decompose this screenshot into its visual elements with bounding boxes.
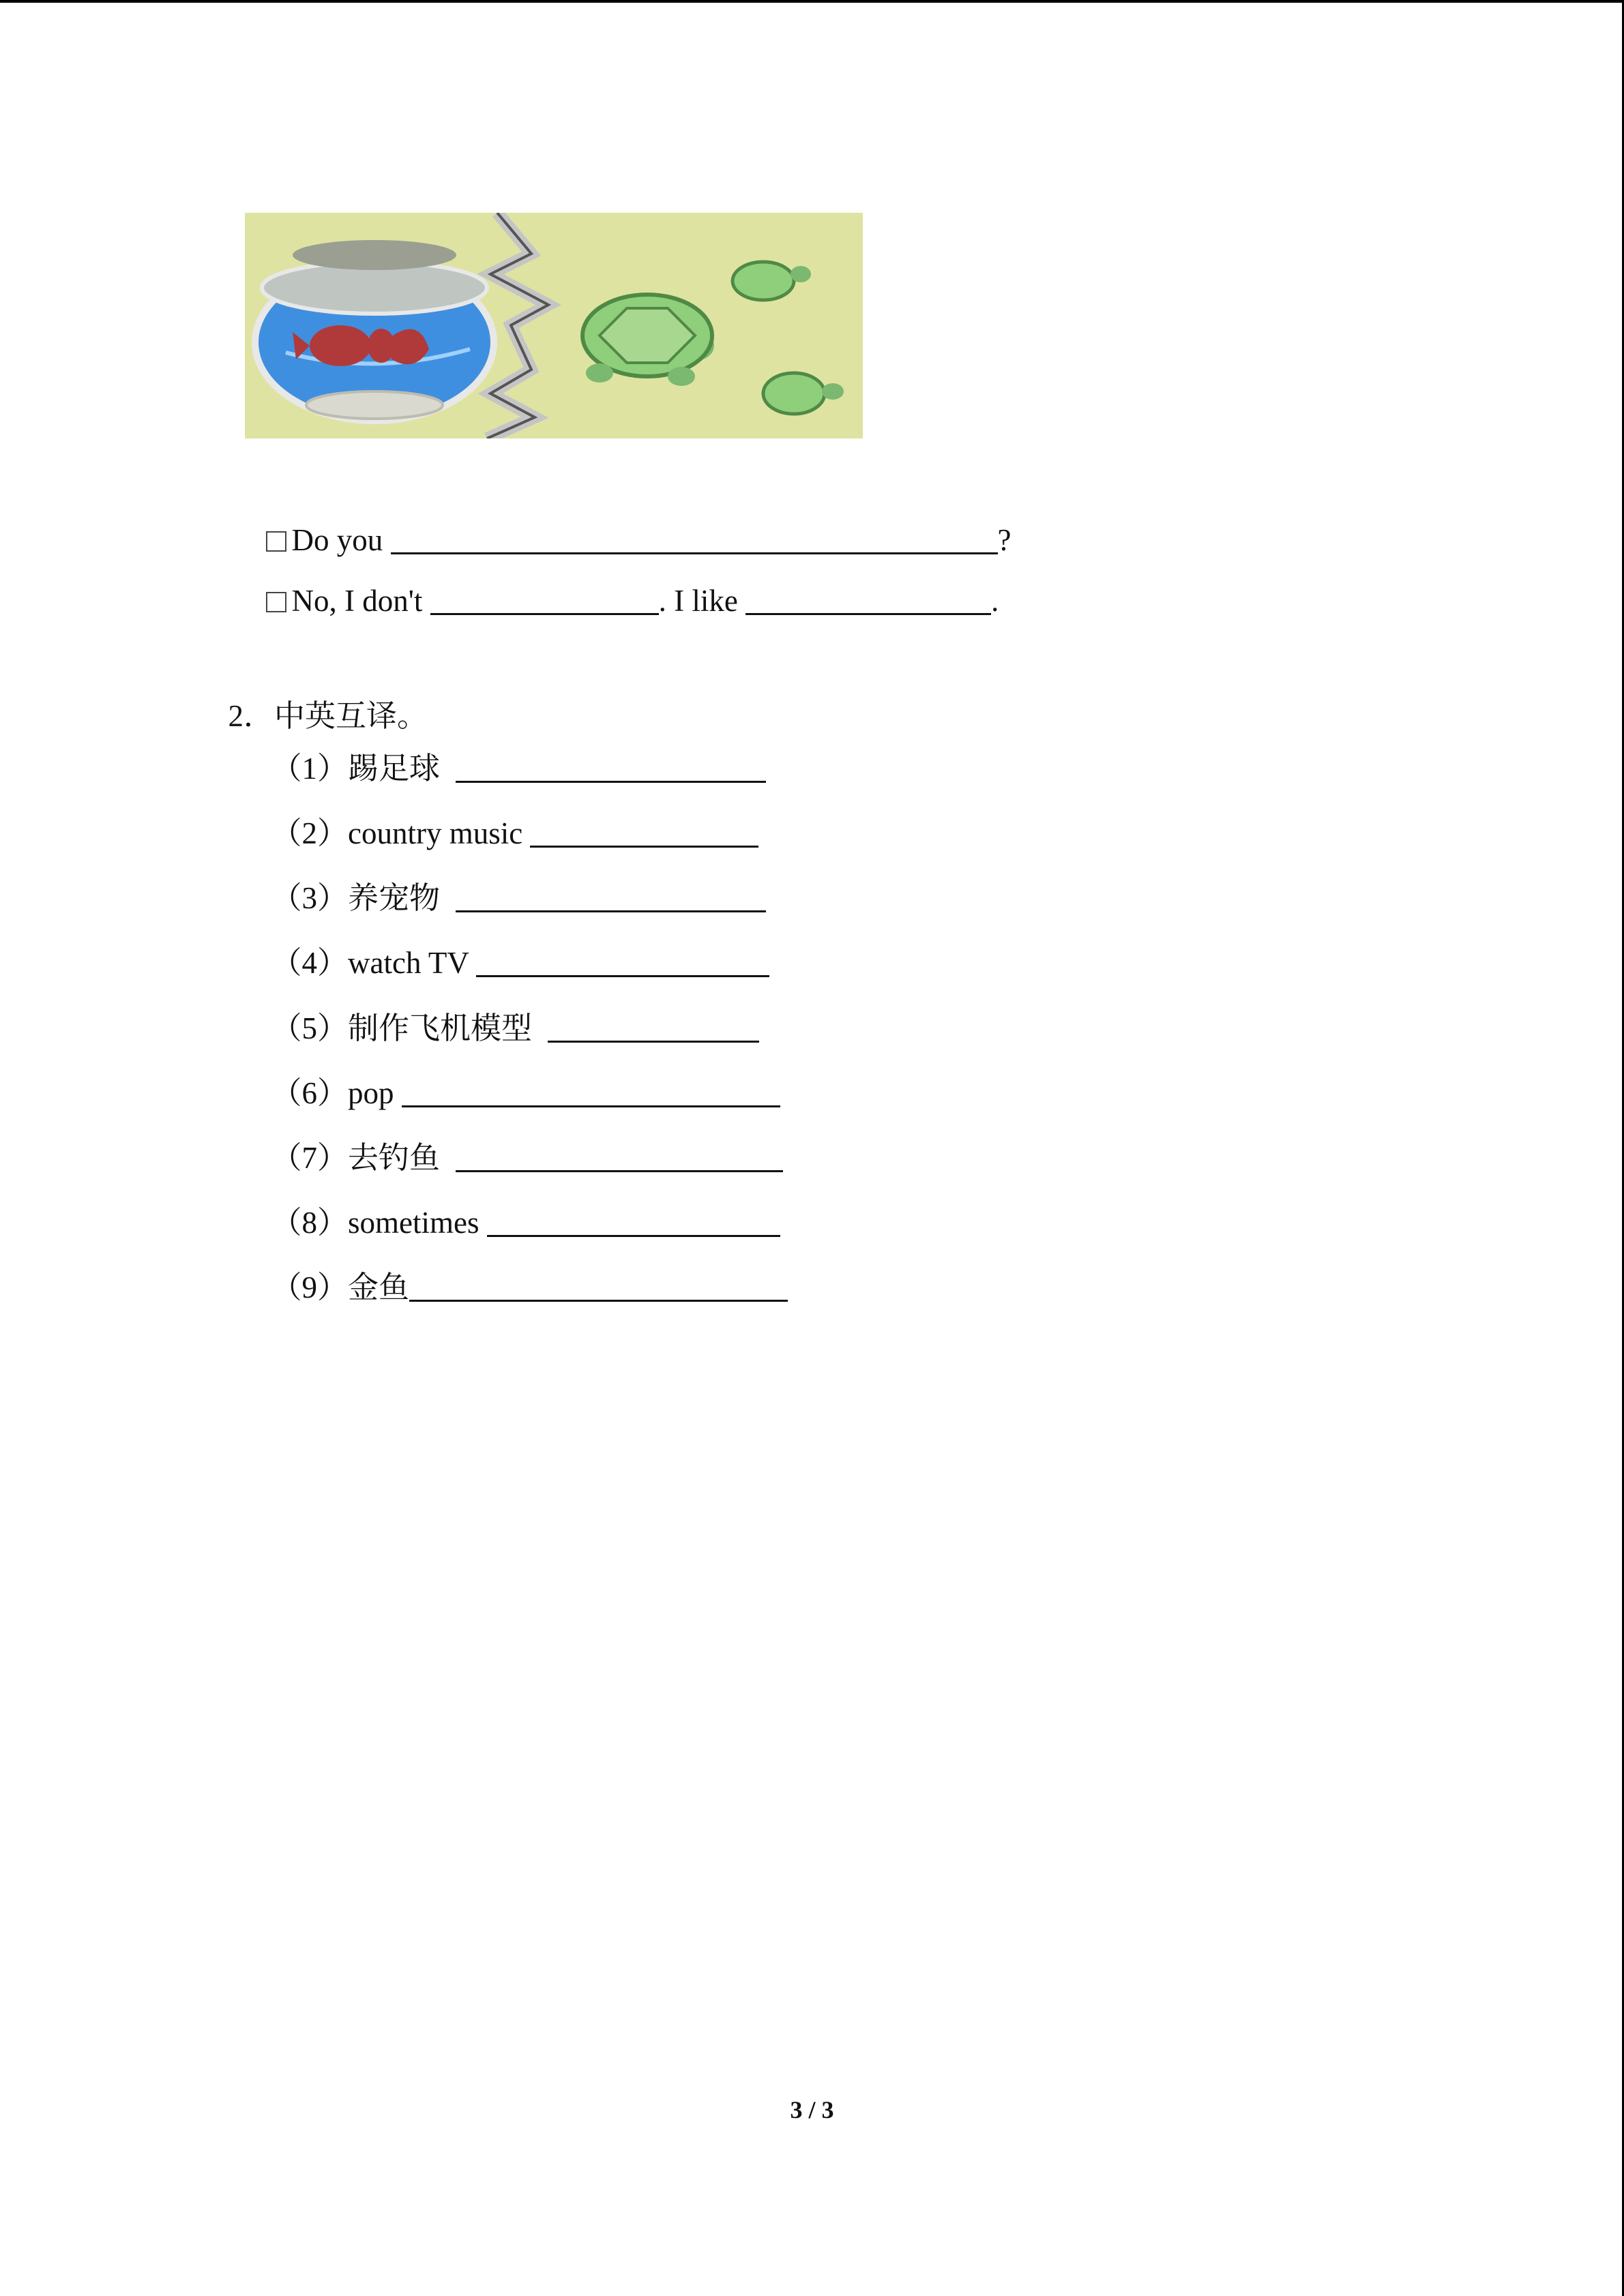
item-text: pop — [348, 1076, 394, 1110]
item-number: （9） — [271, 1270, 349, 1304]
item-number: （6） — [271, 1076, 349, 1110]
fishbowl-turtles-illustration — [245, 213, 863, 438]
item-number: （7） — [271, 1141, 349, 1175]
list-item — [256, 1226, 788, 1308]
item-number: （1） — [271, 751, 349, 786]
answer-suffix: . — [991, 584, 999, 618]
answer-part1: No, I don't — [291, 584, 423, 618]
item-text: sometimes — [348, 1206, 479, 1240]
answer-blank[interactable] — [430, 586, 659, 615]
item-text: country music — [348, 816, 523, 850]
item-text: 踢足球 — [348, 751, 441, 786]
item-number: （8） — [271, 1206, 349, 1240]
question-prefix: Do you — [291, 523, 383, 557]
item-text: watch TV — [348, 946, 469, 980]
answer-blank[interactable] — [745, 586, 991, 615]
page-number: 3 / 3 — [790, 2096, 834, 2123]
item-number: （3） — [271, 881, 349, 915]
question-suffix: ? — [997, 523, 1012, 557]
answer-part2: . I like — [658, 584, 738, 618]
answer-blank[interactable] — [409, 1272, 788, 1302]
exercise-number: 2． — [228, 699, 275, 733]
item-number: （5） — [271, 1011, 349, 1045]
item-text: 制作飞机模型 — [348, 1011, 533, 1045]
item-number: （4） — [271, 946, 349, 980]
item-text: 养宠物 — [348, 881, 441, 915]
page-top-border — [0, 0, 1624, 3]
item-text: 去钓鱼 — [348, 1141, 441, 1175]
dialogue-answer — [250, 539, 999, 621]
item-number: （2） — [271, 816, 349, 850]
exercise-title: 中英互译。 — [274, 699, 428, 733]
item-text: 金鱼 — [348, 1270, 410, 1304]
checkbox-glyph — [266, 592, 286, 612]
